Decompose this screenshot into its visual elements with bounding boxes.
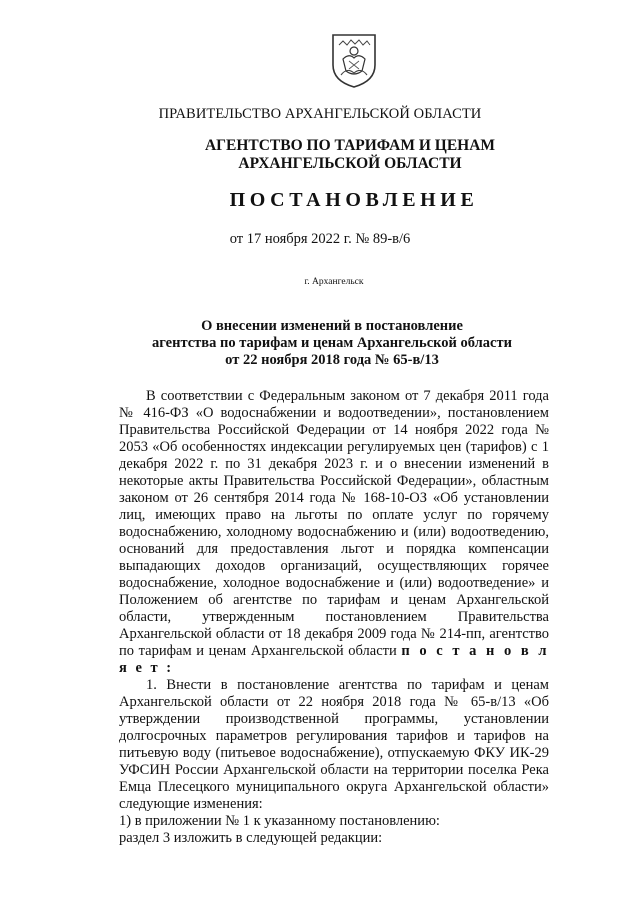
- government-name: ПРАВИТЕЛЬСТВО АРХАНГЕЛЬСКОЙ ОБЛАСТИ: [158, 106, 482, 122]
- subject-line2: агентства по тарифам и ценам Архангельской области: [152, 335, 512, 351]
- document-subject: [12, 318, 640, 369]
- agency-name-line1: АГЕНТСТВО ПО ТАРИФАМ И ЦЕНАМ: [204, 137, 496, 154]
- preamble-text: В соответствии с Федеральным законом от 7 декабря 2011 года № 416-ФЗ «О водоснабжении и водоотведении», постановлением Правительства Российской Федерации от 14 ноября 2022 года № 2053 «Об особенностях индексации регулируемых цен (тарифов) с 1 декабря 2022 г. по 31 декабря 2023 г. и о внесении изменений в некоторые акты Правительства Российской Федерации», областным законом от 26 сентября 2014 года № 168-10-ОЗ «Об установлении лиц, имеющих право на льготы по оплате услуг по горячему водоснабжению, холодному водоснабжению и (или) водоотведению, оснований для предоставления льгот и порядка компенсации выпадающих доходов организаций, осуществляющих горячее водоснабжение, холодное водоснабжение и (или) водоотведение» и Положением об агентстве по тарифам и ценам Архангельской области, утвержденным постановлением Правительства Архангельской области от 18 декабря 2009 года № 214-пп, агентство по тарифам и ценам Архангельской области: [119, 388, 549, 659]
- resolves-word: п о с т а н о в л я е т :: [119, 643, 549, 676]
- subject-line1: О внесении изменений в постановление: [201, 318, 463, 334]
- coat-of-arms-icon: [329, 31, 379, 89]
- document-body: [119, 388, 549, 847]
- item-1-paragraph: 1. Внести в постановление агентства по тарифам и ценам Архангельской области от 22 ноября 2018 года № 65-в/13 «Об утверждении производственной программы, установлении долгосрочных параметров регулирования тарифов и тарифов на питьевую воду (питьевое водоснабжение), отпускаемую ФКУ ИК-29 УФСИН России Архангельской области на территории поселка Река Емца Плесецкого муниципального округа Архангельской области» следующие изменения:: [119, 677, 549, 812]
- subitem-1: 1) в приложении № 1 к указанному постановлению:: [119, 813, 440, 829]
- agency-name-line2: АРХАНГЕЛЬСКОЙ ОБЛАСТИ: [238, 155, 462, 172]
- agency-name: [30, 137, 640, 173]
- document-type: ПОСТАНОВЛЕНИЕ: [229, 189, 479, 211]
- subitem-2: раздел 3 изложить в следующей редакции:: [119, 830, 383, 846]
- subject-line3: от 22 ноября 2018 года № 65-в/13: [225, 352, 439, 368]
- city-name: г. Архангельск: [304, 277, 364, 287]
- preamble-paragraph: [119, 388, 549, 677]
- date-number: от 17 ноября 2022 г. № 89-в/6: [229, 231, 411, 247]
